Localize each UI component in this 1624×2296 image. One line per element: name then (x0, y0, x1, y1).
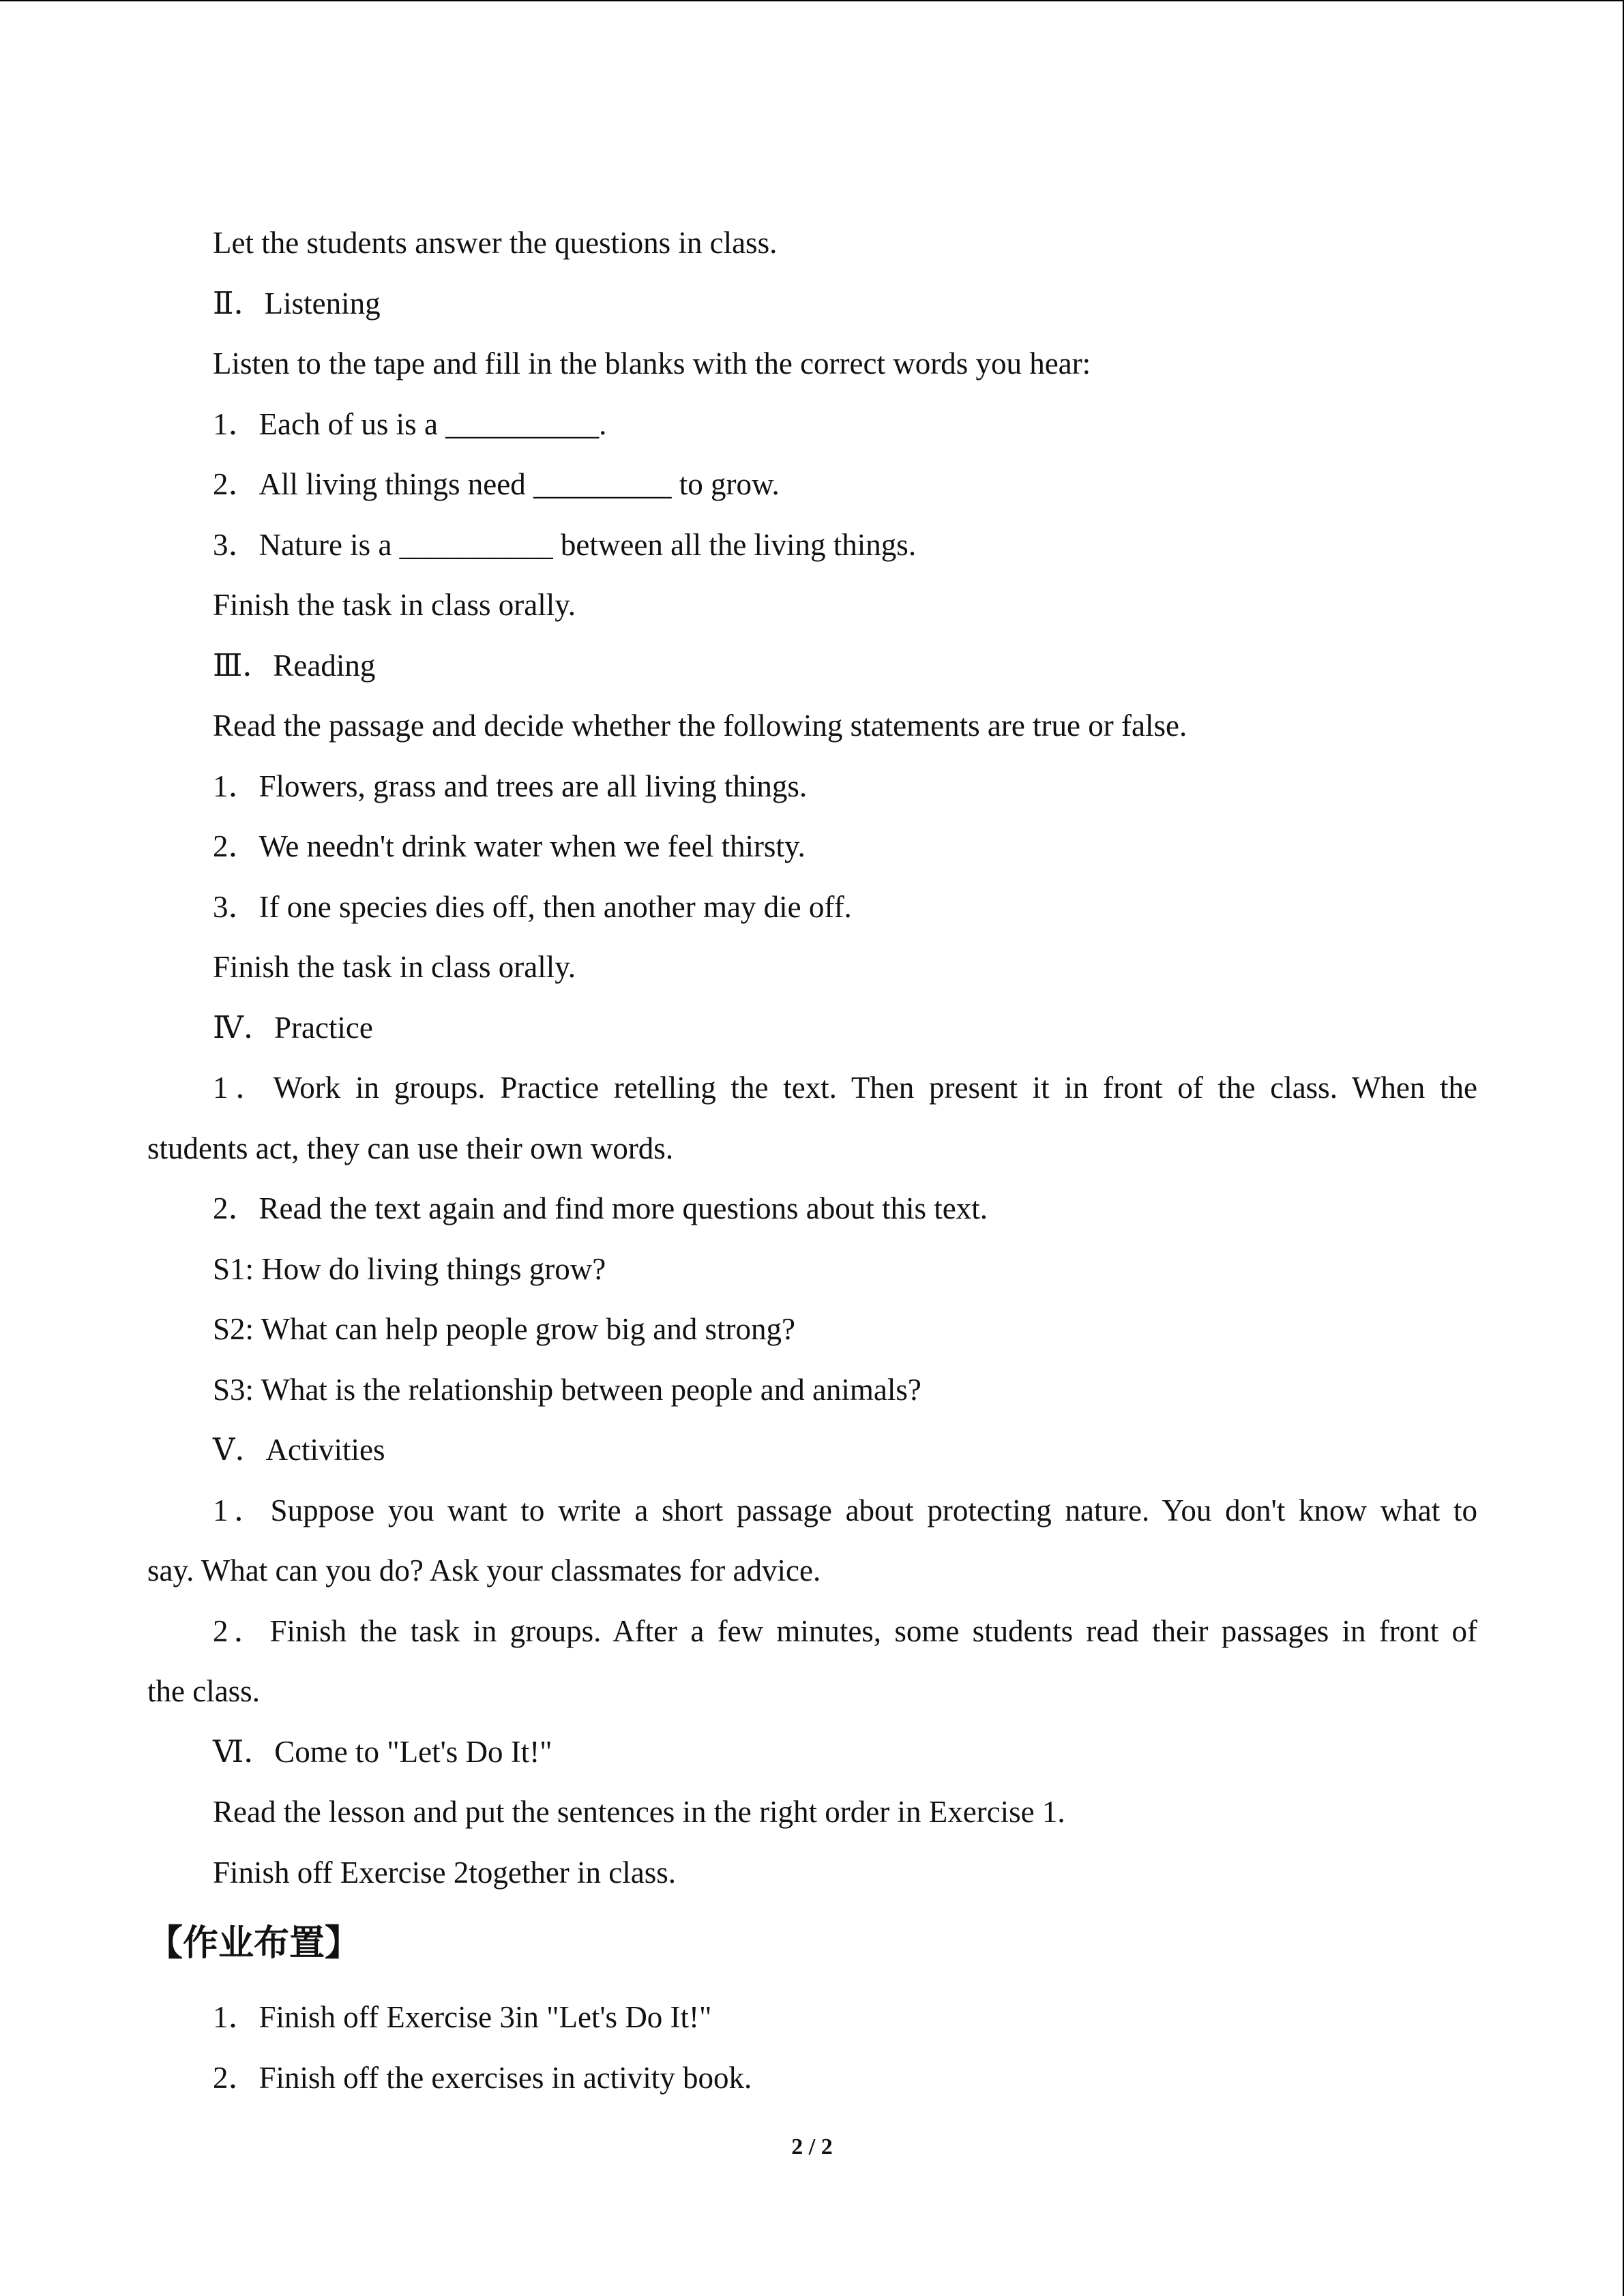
paragraph-activities-2 (147, 1601, 1477, 1722)
text-line: Finish off Exercise 2together in class. (213, 1855, 677, 1890)
text-line: Finish the task in class orally. (213, 950, 576, 984)
page-number: 2 / 2 (791, 2134, 833, 2160)
paragraph-activities-1 (147, 1480, 1477, 1601)
document-body (147, 213, 1477, 2108)
paragraph-continuation: say. What can you do? Ask your classmates for advice. (147, 1553, 821, 1587)
list-item: 1．Flowers, grass and trees are all living things. (213, 769, 808, 803)
section-heading-activities: Ⅴ．Activities (213, 1433, 385, 1467)
list-item: 2．We needn't drink water when we feel thirsty. (213, 829, 806, 863)
section-heading-lets-do-it: Ⅵ．Come to "Let's Do It!" (213, 1734, 552, 1769)
list-item: 3．If one species dies off, then another may die off. (213, 889, 852, 924)
text-line: S1: How do living things grow? (213, 1251, 606, 1286)
paragraph-first-line: 1．Work in groups. Practice retelling the text. Then present it in front of the class. When the (213, 1071, 1477, 1105)
text-line: Read the passage and decide whether the following statements are true or false. (213, 709, 1187, 743)
homework-item: 2．Finish off the exercises in activity book. (213, 2060, 752, 2095)
text-line: S3: What is the relationship between people and animals? (213, 1372, 921, 1407)
text-line: Let the students answer the questions in class. (213, 226, 778, 260)
paragraph-first-line: 2．Finish the task in groups. After a few minutes, some students read their passages in front of (213, 1613, 1477, 1648)
paragraph-continuation: students act, they can use their own words. (147, 1131, 674, 1165)
paragraph-first-line: 1．Suppose you want to write a short passage about protecting nature. You don't know what to (213, 1493, 1477, 1527)
paragraph-continuation: the class. (147, 1674, 260, 1708)
section-heading-reading: Ⅲ．Reading (213, 648, 376, 683)
homework-item: 1．Finish off Exercise 3in "Let's Do It!" (213, 2000, 712, 2034)
text-line: Finish the task in class orally. (213, 588, 576, 622)
section-heading-practice: Ⅳ．Practice (213, 1010, 373, 1045)
paragraph-practice-1 (147, 1058, 1477, 1178)
text-line: Read the lesson and put the sentences in the right order in Exercise 1. (213, 1795, 1065, 1829)
list-item: 1．Each of us is a __________. (213, 406, 607, 441)
homework-heading: 【作业布置】 (147, 1923, 361, 1964)
text-line: S2: What can help people grow big and strong? (213, 1312, 795, 1346)
section-heading-listening: Ⅱ．Listening (213, 286, 381, 320)
list-item: 2．Read the text again and find more questions about this text. (213, 1191, 988, 1225)
list-item: 2．All living things need _________ to grow. (213, 467, 780, 501)
text-line: Listen to the tape and fill in the blanks with the correct words you hear: (213, 346, 1091, 381)
list-item: 3．Nature is a __________ between all the living things. (213, 527, 917, 562)
